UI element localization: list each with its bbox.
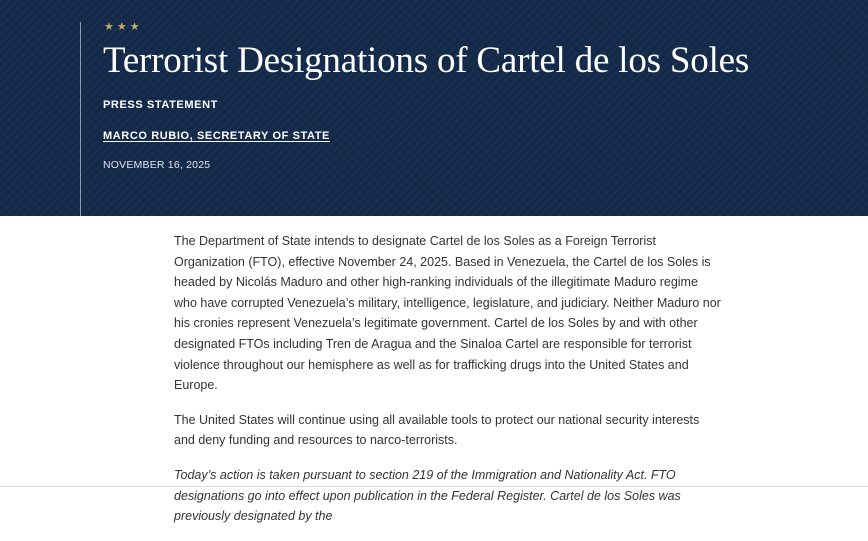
content-type-label: PRESS STATEMENT: [103, 99, 218, 111]
page-title: Terrorist Designations of Cartel de los Soles: [103, 40, 750, 81]
banner-vertical-rule: [80, 22, 81, 216]
bottom-divider: [0, 486, 868, 487]
author-link[interactable]: MARCO RUBIO, SECRETARY OF STATE: [103, 130, 330, 142]
article-body: [174, 231, 722, 541]
article-paragraph: The United States will continue using all available tools to protect our national security interests and deny funding and resources to narco-terrorists.: [174, 412, 700, 448]
header-banner: [0, 0, 868, 216]
article-note-paragraph: Today’s action is taken pursuant to section 219 of the Immigration and Nationality Act. FTO designations go into effect upon publication in the Federal Register. Cartel de los Soles was previously designated by the: [174, 467, 681, 524]
publication-date: NOVEMBER 16, 2025: [103, 159, 211, 171]
stars-icon: ★★★: [104, 20, 143, 33]
article-paragraph: The Department of State intends to designate Cartel de los Soles as a Foreign Terrorist Organization (FTO), effective November 24, 2025. Based in Venezuela, the Cartel de los Soles is headed by Nicolás Maduro and other high-ranking individuals of the illegitimate Maduro regime who have corrupted Venezuela’s military, intelligence, legislature, and judiciary. Neither Maduro nor his cronies represent Venezuela’s legitimate government. Cartel de los Soles by and with other designated FTOs including Tren de Aragua and the Sinaloa Cartel are responsible for terrorist violence throughout our hemisphere as well as for trafficking drugs into the United States and Europe.: [174, 234, 721, 393]
